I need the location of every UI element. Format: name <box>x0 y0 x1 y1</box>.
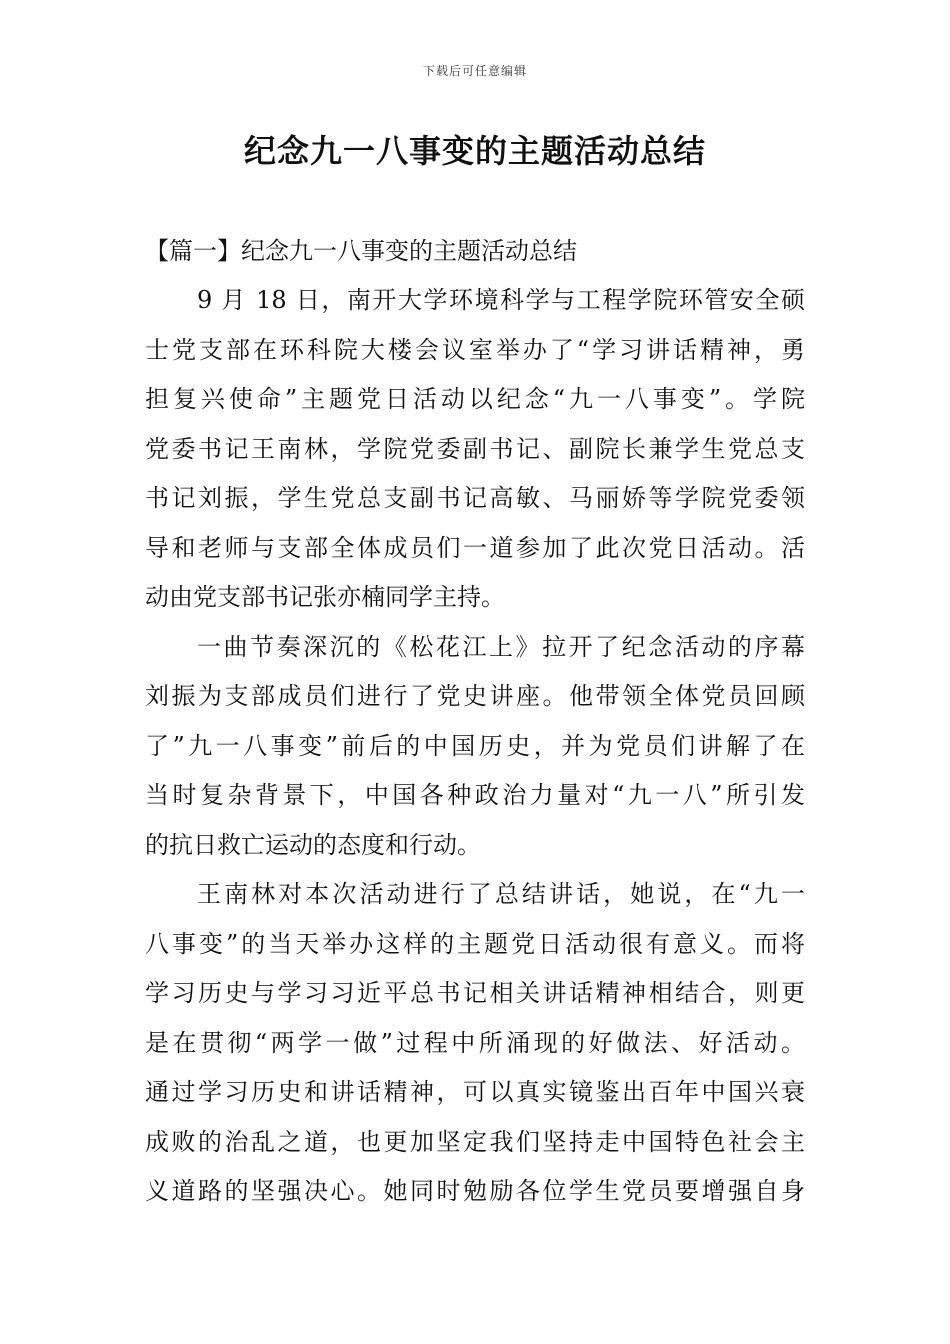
paragraph-line: 导和老师与支部全体成员们一道参加了此次党日活动。活 <box>145 533 805 562</box>
paragraph-line: 了”九一八事变”前后的中国历史，并为党员们讲解了在 <box>145 731 805 760</box>
paragraph-line: 9 月 18 日，南开大学环境科学与工程学院环管安全硕 <box>197 286 805 314</box>
paragraph-line: 王南林对本次活动进行了总结讲话，她说，在“九一 <box>197 880 805 908</box>
paragraph-line: 当时复杂背景下，中国各种政治力量对“九一八”所引发 <box>145 781 805 809</box>
paragraph-line: 是在贯彻“两学一做”过程中所涌现的好做法、好活动。 <box>145 1028 805 1057</box>
paragraph-line: 党委书记王南林，学院党委副书记、副院长兼学生党总支 <box>145 434 805 463</box>
page-header-note: 下载后可任意编辑 <box>422 64 527 78</box>
paragraph-line: 成败的治乱之道，也更加坚定我们坚持走中国特色社会主 <box>145 1127 805 1156</box>
paragraph-line: 八事变”的当天举办这样的主题党日活动很有意义。而将 <box>145 929 805 958</box>
paragraph-line: 担复兴使命”主题党日活动以纪念“九一八事变”。学院 <box>145 385 805 413</box>
paragraph-line: 士党支部在环科院大楼会议室举办了“学习讲话精神，勇 <box>145 335 805 364</box>
paragraph-line: 学习历史与学习习近平总书记相关讲话精神相结合，则更 <box>145 979 805 1007</box>
paragraph-line: 义道路的坚强决心。她同时勉励各位学生党员要增强自身 <box>145 1177 805 1205</box>
paragraph-line: 书记刘振，学生党总支副书记高敏、马丽娇等学院党委领 <box>145 484 805 512</box>
document-body <box>145 226 805 1217</box>
paragraph-line: 动由党支部书记张亦楠同学主持。 <box>145 583 505 611</box>
document-title: 纪念九一八事变的主题活动总结 <box>243 132 706 170</box>
paragraph-line: 通过学习历史和讲话精神，可以真实镜鉴出百年中国兴衰 <box>145 1078 805 1106</box>
paragraph-line: 的抗日救亡运动的态度和行动。 <box>145 830 481 859</box>
section-heading: 【篇一】纪念九一八事变的主题活动总结 <box>145 237 577 265</box>
paragraph-line: 一曲节奏深沉的《松花江上》拉开了纪念活动的序幕 <box>197 632 805 661</box>
paragraph-line: 刘振为支部成员们进行了党史讲座。他带领全体党员回顾 <box>145 682 805 710</box>
